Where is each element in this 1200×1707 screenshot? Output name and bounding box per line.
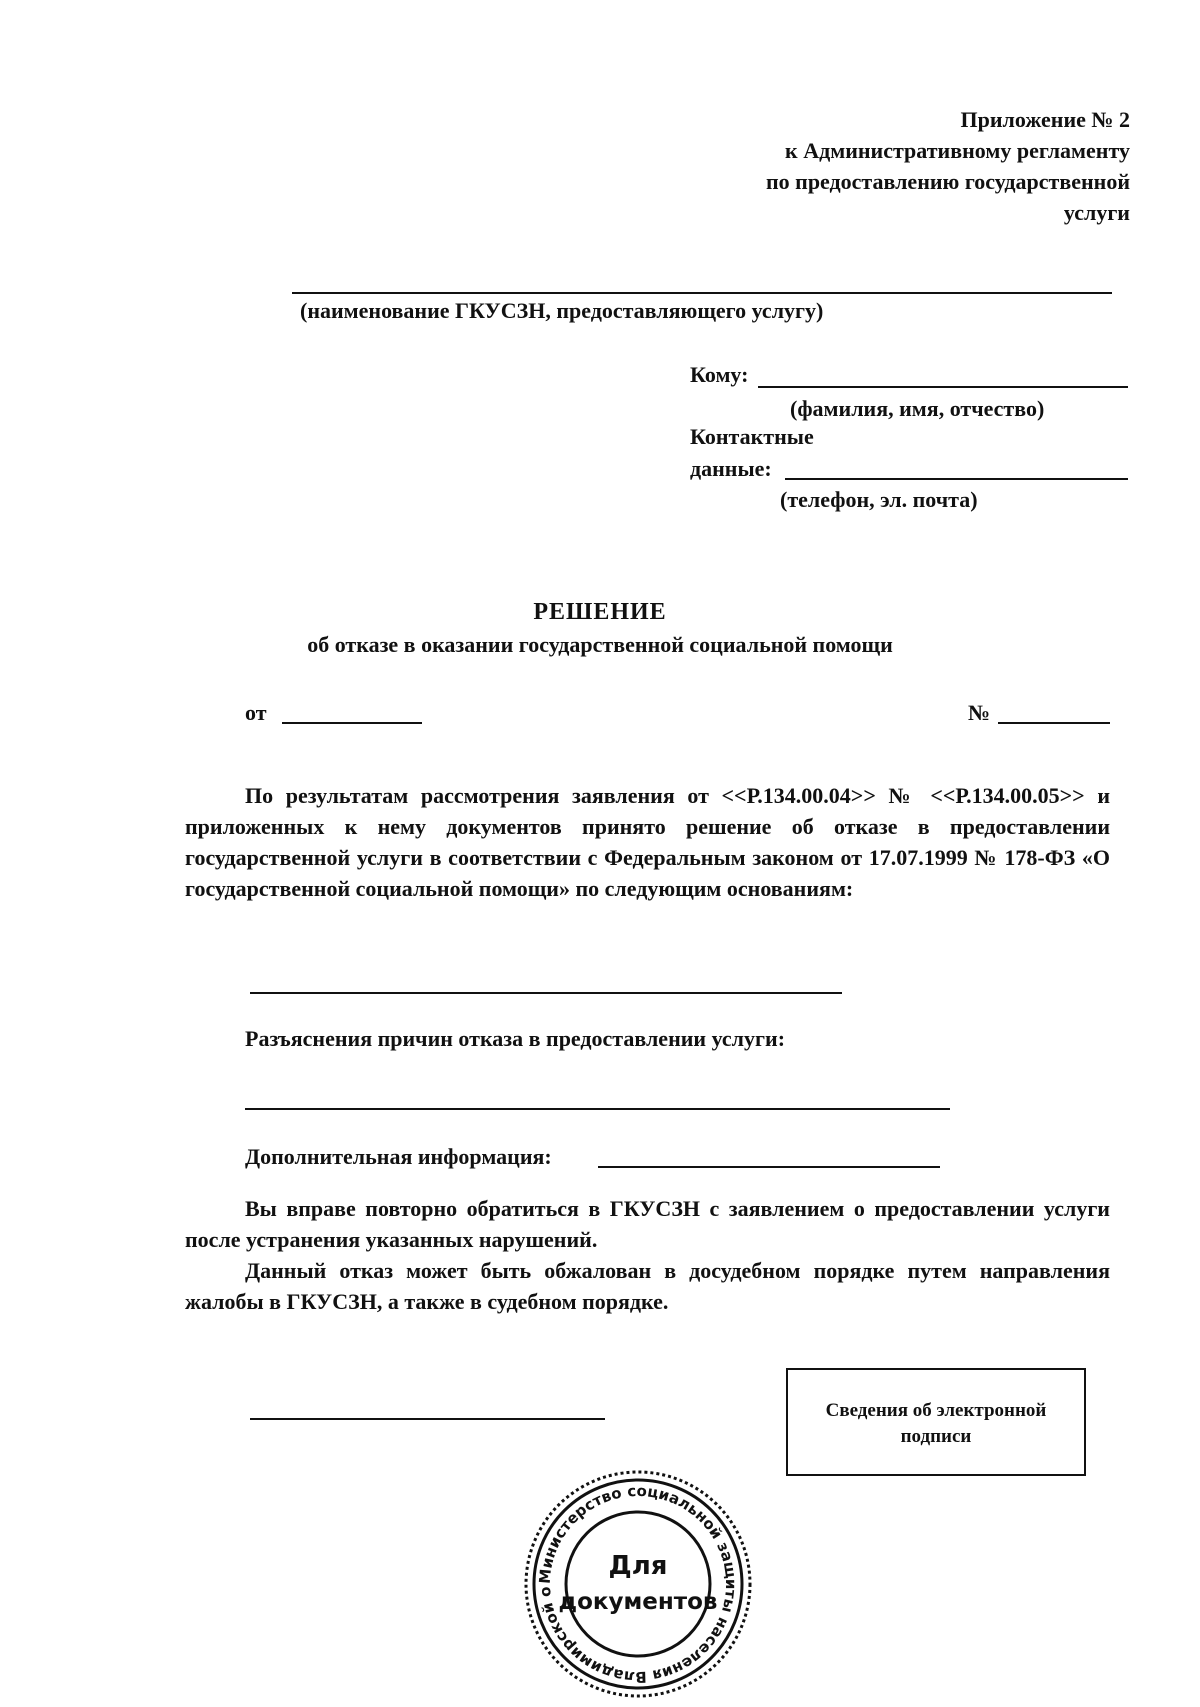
electronic-signature-box: Сведения об электронной подписи bbox=[786, 1368, 1086, 1476]
appeal-paragraph: Данный отказ может быть обжалован в досудебном порядке путем направления жалобы в ГКУСЗН, а также в судебном порядке. bbox=[185, 1258, 1110, 1314]
to-line bbox=[758, 386, 1128, 388]
seal-ring-text: Министерство социальной защиты населения Владимирской о bbox=[535, 1481, 741, 1687]
to-caption: (фамилия, имя, отчество) bbox=[790, 396, 1045, 421]
org-name-caption: (наименование ГКУСЗН, предоставляющего услугу) bbox=[300, 298, 824, 323]
appendix-header bbox=[766, 104, 1130, 228]
official-seal bbox=[520, 1466, 756, 1702]
contacts-line bbox=[785, 478, 1128, 480]
appendix-line-1: Приложение № 2 bbox=[960, 107, 1130, 132]
explanation-line bbox=[245, 1108, 950, 1110]
number-label: № bbox=[968, 700, 991, 725]
additional-info-line bbox=[598, 1166, 940, 1168]
contacts-label-2: данные: bbox=[690, 456, 772, 481]
seal-center-line-2: документов bbox=[558, 1589, 718, 1615]
signature-line bbox=[250, 1418, 605, 1420]
appendix-line-3: по предоставлению государственной bbox=[765, 169, 1130, 194]
contacts-caption: (телефон, эл. почта) bbox=[780, 487, 978, 512]
contacts-label-1: Контактные bbox=[690, 424, 814, 449]
date-label: от bbox=[245, 700, 267, 725]
org-name-line bbox=[292, 292, 1112, 294]
appendix-line-2: к Административному регламенту bbox=[785, 138, 1130, 163]
date-line bbox=[282, 722, 422, 724]
appendix-line-4: услуги bbox=[1063, 200, 1130, 225]
additional-info-label: Дополнительная информация: bbox=[245, 1144, 552, 1169]
document-title: РЕШЕНИЕ bbox=[533, 599, 667, 625]
retry-paragraph: Вы вправе повторно обратиться в ГКУСЗН с заявлением о предоставлении услуги после устранения указанных нарушений. bbox=[185, 1196, 1110, 1252]
main-paragraph: По результатам рассмотрения заявления от <<Р.134.00.04>> № <<Р.134.00.05>> и приложенных к нему документов принято решение об отказе в предоставлении государственной услуги в соответствии с Федеральным законом от 17.07.1999 № 178-ФЗ «О государственной социальной помощи» по следующим основаниям: bbox=[185, 783, 1110, 901]
seal-center-line-1: Для bbox=[608, 1551, 668, 1581]
to-label: Кому: bbox=[690, 362, 749, 387]
number-line bbox=[998, 722, 1110, 724]
document-subtitle: об отказе в оказании государственной социальной помощи bbox=[307, 632, 893, 657]
reasons-line bbox=[250, 992, 842, 994]
reason-explanation-label: Разъяснения причин отказа в предоставлении услуги: bbox=[245, 1026, 786, 1051]
closing-paragraphs bbox=[185, 1193, 1110, 1317]
seal-graphic bbox=[520, 1466, 756, 1702]
